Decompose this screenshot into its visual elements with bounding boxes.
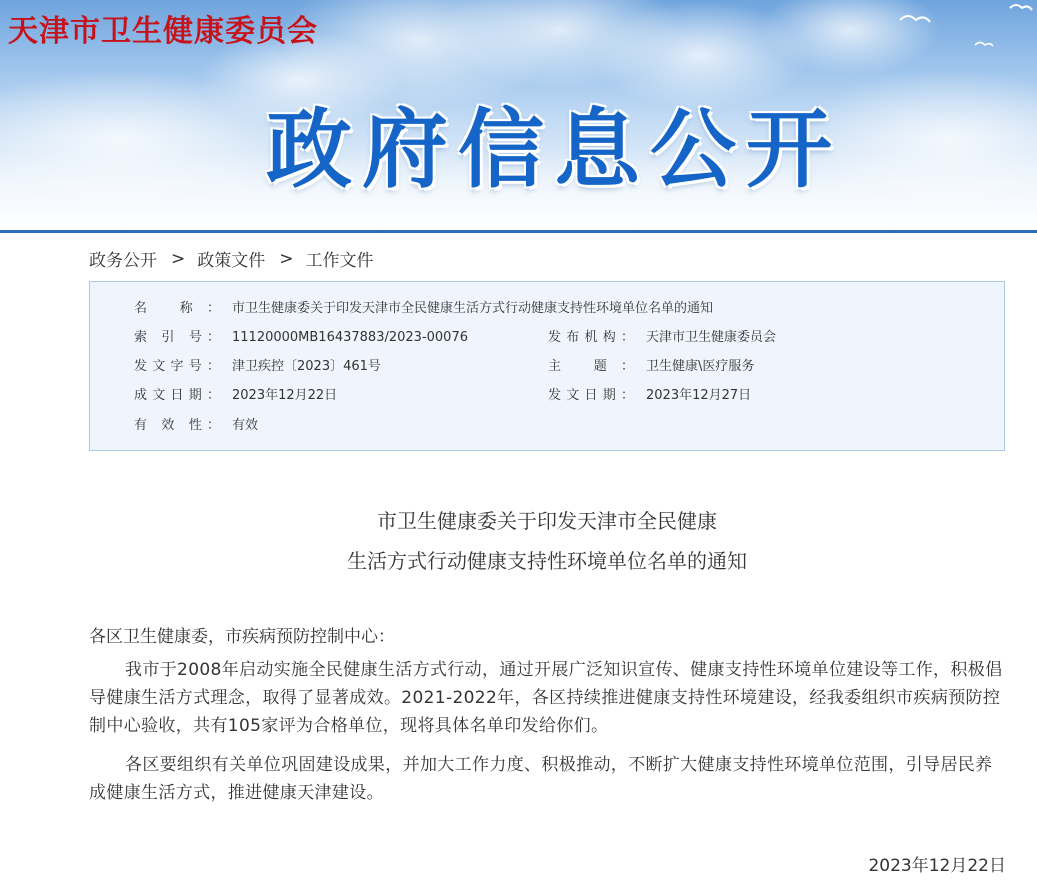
meta-name-label: 名 称：: [134, 301, 220, 316]
breadcrumb: [89, 246, 374, 271]
meta-issued-value: 2023年12月27日: [646, 388, 752, 403]
article-title-line-2: 生活方式行动健康支持性环境单位名单的通知: [347, 549, 747, 573]
breadcrumb-separator: >: [279, 248, 294, 269]
banner-divider: [0, 230, 1037, 233]
document-meta-box: [89, 281, 1005, 451]
breadcrumb-item-work-documents[interactable]: 工作文件: [305, 251, 374, 271]
breadcrumb-separator: >: [171, 248, 186, 269]
meta-validity-label: 有 效 性：: [134, 418, 220, 433]
site-title[interactable]: 天津市卫生健康委员会: [8, 14, 318, 49]
article-paragraph-1: 我市于2008年启动实施全民健康生活方式行动，通过开展广泛知识宣传、健康支持性环境单位建设等工作，积极倡导健康生活方式理念，取得了显著成效。2021-2022年，各区持续推进健康支持性环境建设，经我委组织市疾病预防控制中心验收，共有105家评为合格单位，现将具体名单印发给你们。: [89, 660, 1003, 736]
meta-doc-no-label: 发文字号：: [134, 359, 220, 374]
meta-topic-label: 主 题：: [548, 359, 634, 374]
breadcrumb-item-policy-documents[interactable]: 政策文件: [197, 251, 266, 271]
meta-created-value: 2023年12月22日: [232, 388, 338, 403]
article-paragraph-2: 各区要组织有关单位巩固建设成果，并加大工作力度、积极推动，不断扩大健康支持性环境单位范围，引导居民养成健康生活方式，推进健康天津建设。: [89, 755, 993, 803]
meta-issued-label: 发文日期：: [548, 388, 634, 403]
meta-created-label: 成文日期：: [134, 388, 220, 403]
meta-publisher-value: 天津市卫生健康委员会: [646, 330, 777, 345]
meta-validity-value: 有效: [232, 418, 259, 433]
meta-index-label: 索 引 号：: [134, 330, 220, 345]
article-title-line-1: 市卫生健康委关于印发天津市全民健康: [377, 509, 717, 533]
banner-title: 政府信息公开: [266, 100, 842, 200]
meta-name-value: 市卫生健康委关于印发天津市全民健康生活方式行动健康支持性环境单位名单的通知: [232, 301, 714, 316]
meta-publisher-label: 发布机构：: [548, 330, 634, 345]
site-banner: [0, 0, 1037, 230]
article-salutation: 各区卫生健康委，市疾病预防控制中心：: [89, 627, 395, 647]
article-date: 2023年12月22日: [868, 856, 1006, 876]
breadcrumb-item-government-affairs[interactable]: 政务公开: [89, 251, 157, 271]
meta-doc-no-value: 津卫疾控〔2023〕461号: [232, 359, 381, 374]
meta-index-value: 11120000MB16437883/2023-00076: [232, 330, 468, 345]
meta-topic-value: 卫生健康\医疗服务: [646, 359, 755, 374]
